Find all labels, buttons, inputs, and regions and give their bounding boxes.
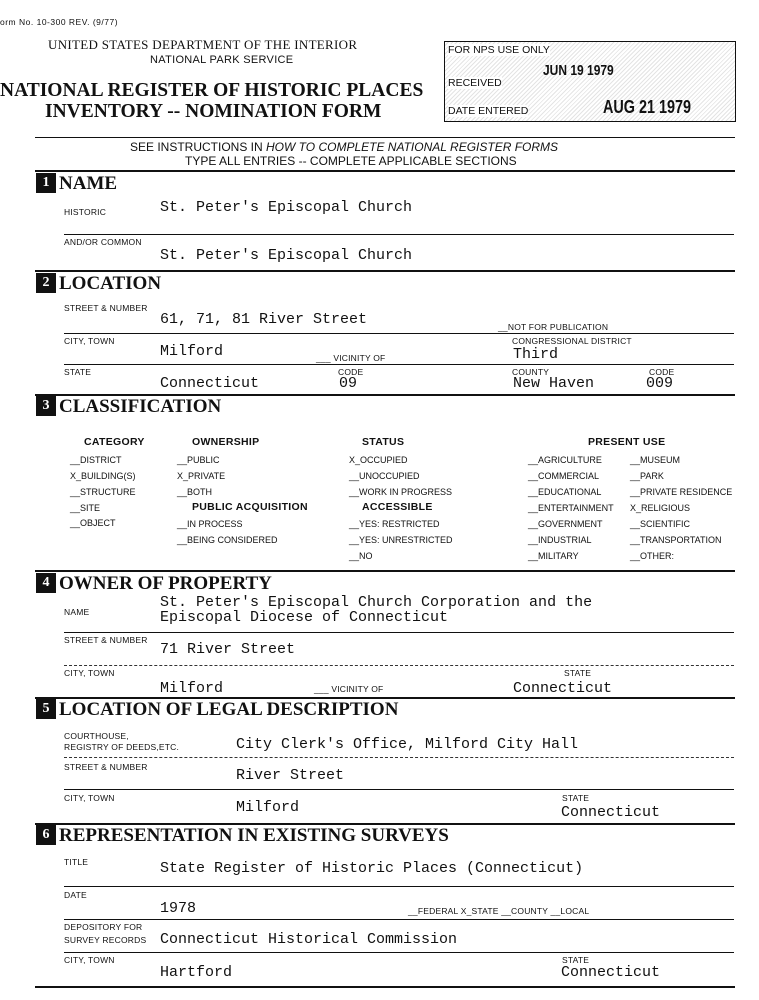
historic-label: HISTORIC <box>64 207 107 217</box>
section-1-title: NAME <box>59 173 118 194</box>
owner-name-line2: Episcopal Diocese of Connecticut <box>160 609 449 626</box>
rule <box>64 952 734 953</box>
survey-city: Hartford <box>160 964 233 981</box>
state-value: Connecticut <box>160 375 260 392</box>
county-code-label: CODE <box>649 367 675 377</box>
present-use-option[interactable]: __INDUSTRIAL <box>528 535 592 545</box>
county-value: New Haven <box>513 375 595 392</box>
entered-date-stamp: AUG 21 1979 <box>603 97 692 117</box>
section-1-number: 1 <box>36 173 56 193</box>
rule <box>64 789 734 790</box>
section-3-title: CLASSIFICATION <box>59 396 222 417</box>
owner-vicinity-label: ___ VICINITY OF <box>314 684 384 694</box>
section-3-heading <box>36 396 221 418</box>
present-use-option[interactable]: __ENTERTAINMENT <box>528 503 614 513</box>
street-number: 61, 71, 81 River Street <box>160 311 368 328</box>
present-use-option[interactable]: __OTHER: <box>630 551 675 561</box>
owner-state: Connecticut <box>513 680 613 697</box>
present-use-option[interactable]: __MILITARY <box>528 551 579 561</box>
congressional-district-label: CONGRESSIONAL DISTRICT <box>512 336 632 346</box>
nps-heading: FOR NPS USE ONLY <box>448 44 550 56</box>
owner-street-label: STREET & NUMBER <box>64 635 148 645</box>
section-6-number: 6 <box>36 825 56 845</box>
acquisition-option[interactable]: __IN PROCESS <box>177 519 243 529</box>
street-label: STREET & NUMBER <box>64 303 148 313</box>
instructions-prefix: SEE INSTRUCTIONS IN <box>130 140 267 154</box>
present-use-option[interactable]: __AGRICULTURE <box>528 455 602 465</box>
rule <box>64 632 734 633</box>
ownership-option[interactable]: __BOTH <box>177 487 213 497</box>
received-label: RECEIVED <box>448 77 502 89</box>
instructions-italic: HOW TO COMPLETE NATIONAL REGISTER FORMS <box>266 140 559 154</box>
owner-city: Milford <box>160 680 224 697</box>
present-use-option[interactable]: __GOVERNMENT <box>528 519 603 529</box>
survey-title-label: TITLE <box>64 857 89 867</box>
accessible-option[interactable]: __NO <box>349 551 373 561</box>
legal-city: Milford <box>236 799 300 816</box>
category-option[interactable]: __DISTRICT <box>70 455 122 465</box>
present-use-option[interactable]: __EDUCATIONAL <box>528 487 602 497</box>
category-option[interactable]: __OBJECT <box>70 518 116 528</box>
accessible-option[interactable]: __YES: UNRESTRICTED <box>349 535 453 545</box>
present-use-option[interactable]: __MUSEUM <box>630 455 681 465</box>
rule <box>64 665 734 666</box>
owner-state-label: STATE <box>564 668 592 678</box>
acquisition-heading: PUBLIC ACQUISITION <box>192 501 308 513</box>
section-4-title: OWNER OF PROPERTY <box>59 573 272 594</box>
legal-state: Connecticut <box>561 804 661 821</box>
category-option[interactable]: __SITE <box>70 503 101 513</box>
section-5-title: LOCATION OF LEGAL DESCRIPTION <box>59 699 399 720</box>
owner-street: 71 River Street <box>160 641 296 658</box>
common-name: St. Peter's Episcopal Church <box>160 247 413 264</box>
common-label: AND/OR COMMON <box>64 237 142 247</box>
courthouse-label: COURTHOUSE, <box>64 731 129 741</box>
status-option[interactable]: X_OCCUPIED <box>349 455 408 465</box>
rule <box>64 886 734 887</box>
form-number: orm No. 10-300 REV. (9/77) <box>0 17 119 27</box>
rule <box>35 570 735 572</box>
city-value: Milford <box>160 343 224 360</box>
courthouse-value: City Clerk's Office, Milford City Hall <box>236 736 579 753</box>
registry-label: REGISTRY OF DEEDS,ETC. <box>64 742 180 752</box>
rule <box>64 234 734 235</box>
section-4-heading <box>36 573 272 595</box>
accessible-heading: ACCESSIBLE <box>362 501 433 513</box>
rule <box>64 333 734 334</box>
county-code: 009 <box>646 375 674 392</box>
survey-city-label: CITY, TOWN <box>64 955 115 965</box>
nps-use-box <box>444 41 736 122</box>
district-value: Third <box>513 346 559 363</box>
present-use-option[interactable]: X_RELIGIOUS <box>630 503 691 513</box>
survey-records-label: SURVEY RECORDS <box>64 935 147 945</box>
section-3-number: 3 <box>36 396 56 416</box>
present-use-heading: PRESENT USE <box>588 436 666 448</box>
survey-state: Connecticut <box>561 964 661 981</box>
state-code-label: CODE <box>338 367 364 377</box>
instructions-line2: TYPE ALL ENTRIES -- COMPLETE APPLICABLE SECTIONS <box>185 154 517 168</box>
vicinity-label: ___ VICINITY OF <box>316 353 386 363</box>
present-use-option[interactable]: __SCIENTIFIC <box>630 519 691 529</box>
ownership-option[interactable]: __PUBLIC <box>177 455 220 465</box>
section-2-heading <box>36 273 161 295</box>
state-label: STATE <box>64 367 92 377</box>
legal-street: River Street <box>236 767 345 784</box>
rule <box>64 364 734 365</box>
present-use-option[interactable]: __PARK <box>630 471 664 481</box>
legal-street-label: STREET & NUMBER <box>64 762 148 772</box>
date-entered-label: DATE ENTERED <box>448 105 529 117</box>
owner-name-label: NAME <box>64 607 90 617</box>
owner-name-line1: St. Peter's Episcopal Church Corporation and the <box>160 594 593 611</box>
present-use-option[interactable]: __PRIVATE RESIDENCE <box>630 487 733 497</box>
survey-levels: __FEDERAL X_STATE __COUNTY __LOCAL <box>408 906 590 916</box>
historic-name: St. Peter's Episcopal Church <box>160 199 413 216</box>
acquisition-option[interactable]: __BEING CONSIDERED <box>177 535 278 545</box>
rule <box>35 986 735 988</box>
accessible-option[interactable]: __YES: RESTRICTED <box>349 519 440 529</box>
ownership-heading: OWNERSHIP <box>192 436 260 448</box>
category-heading: CATEGORY <box>84 436 145 448</box>
rule <box>64 919 734 920</box>
header-rule <box>35 137 735 138</box>
legal-city-label: CITY, TOWN <box>64 793 115 803</box>
legal-state-label: STATE <box>562 793 590 803</box>
instructions-rule <box>35 170 735 172</box>
section-6-title: REPRESENTATION IN EXISTING SURVEYS <box>59 825 449 846</box>
survey-state-label: STATE <box>562 955 590 965</box>
section-2-number: 2 <box>36 273 56 293</box>
depository-label: DEPOSITORY FOR <box>64 922 143 932</box>
section-1-heading <box>36 173 117 195</box>
category-option[interactable]: X_BUILDING(S) <box>70 471 136 481</box>
category-option[interactable]: __STRUCTURE <box>70 487 136 497</box>
present-use-option[interactable]: __COMMERCIAL <box>528 471 600 481</box>
form-title-line2: INVENTORY -- NOMINATION FORM <box>45 101 382 122</box>
survey-title: State Register of Historic Places (Connecticut) <box>160 860 584 877</box>
survey-date-label: DATE <box>64 890 87 900</box>
ownership-option[interactable]: X_PRIVATE <box>177 471 226 481</box>
rule <box>64 757 734 758</box>
status-heading: STATUS <box>362 436 405 448</box>
county-label: COUNTY <box>512 367 550 377</box>
present-use-option[interactable]: __TRANSPORTATION <box>630 535 722 545</box>
section-5-heading <box>36 699 398 721</box>
department-name: UNITED STATES DEPARTMENT OF THE INTERIOR <box>48 37 358 52</box>
not-for-publication: __NOT FOR PUBLICATION <box>498 322 609 332</box>
form-title-line1: NATIONAL REGISTER OF HISTORIC PLACES <box>0 80 424 101</box>
survey-date: 1978 <box>160 900 197 917</box>
section-6-heading <box>36 825 449 847</box>
received-date-stamp: JUN 19 1979 <box>543 62 614 79</box>
section-5-number: 5 <box>36 699 56 719</box>
section-4-number: 4 <box>36 573 56 593</box>
section-2-title: LOCATION <box>59 273 162 294</box>
rule <box>35 270 735 272</box>
depository-value: Connecticut Historical Commission <box>160 931 458 948</box>
status-option[interactable]: __UNOCCUPIED <box>349 471 420 481</box>
service-name: NATIONAL PARK SERVICE <box>150 54 294 66</box>
city-label: CITY, TOWN <box>64 336 115 346</box>
instructions-line1 <box>130 140 558 154</box>
owner-city-label: CITY, TOWN <box>64 668 115 678</box>
state-code: 09 <box>339 375 358 392</box>
status-option[interactable]: __WORK IN PROGRESS <box>349 487 453 497</box>
